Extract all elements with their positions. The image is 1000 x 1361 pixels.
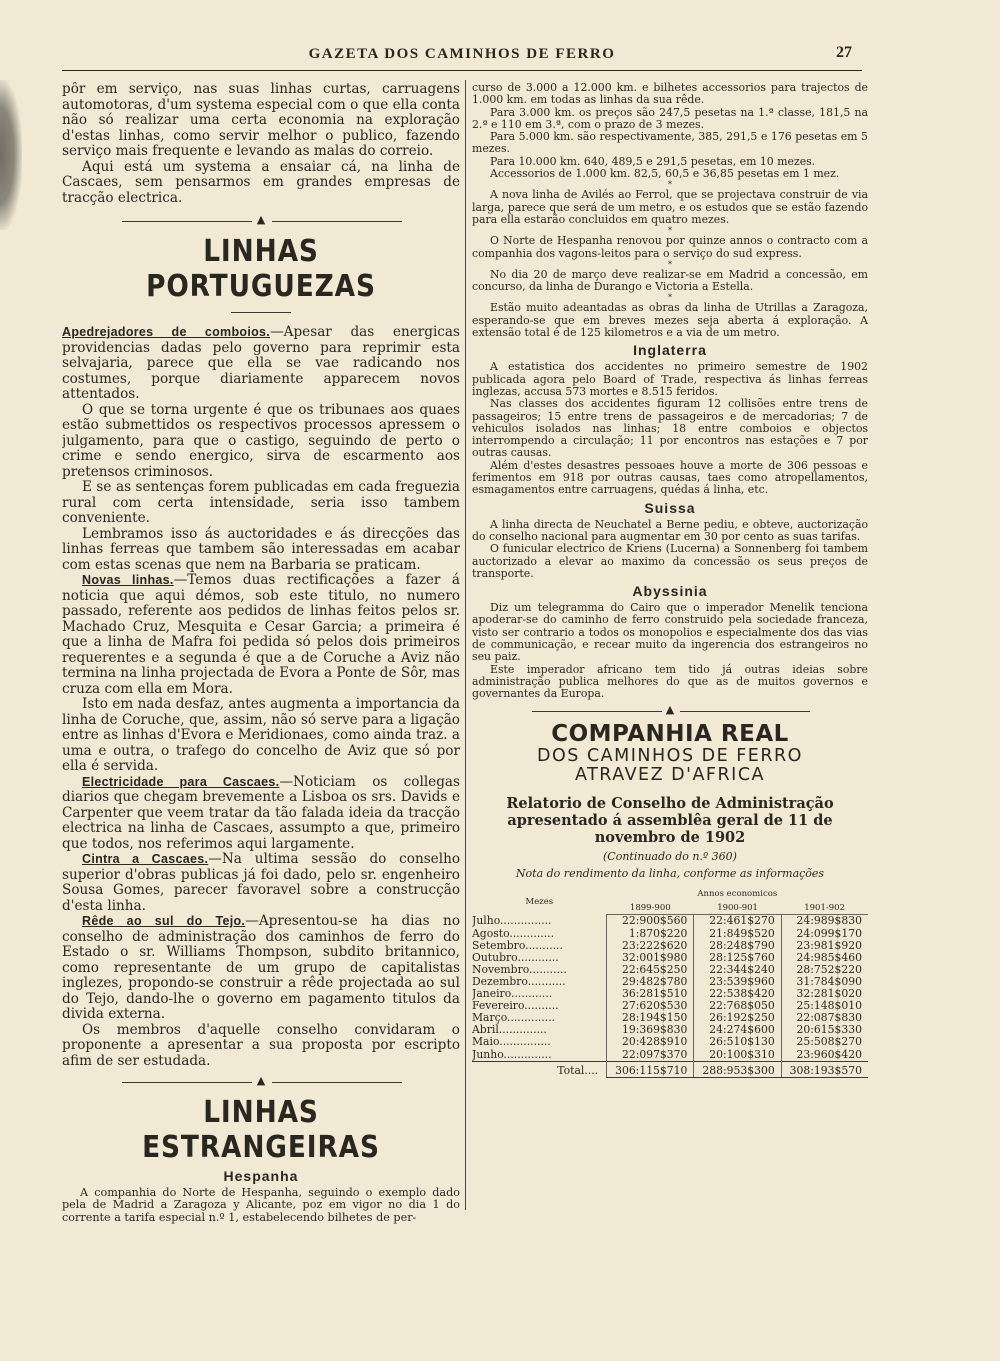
article-text: —Apresentou-se ha dias no conselho de administração dos caminhos de ferro do Estado o sr. Williams Thompson, subdito britannico, como representante de um grupo de capitalistas inglezes, propondo-se construir a rêde projectada ao sul do Tejo, dando-lhe o governo em pagamento titulos da divida externa.: [62, 913, 460, 1022]
article-paragraph: Nas classes dos accidentes figuram 12 collisões entre trens de passageiros; 15 entre trens de passageiros e de mercadorias; 7 de vehiculos isolados nas linhas; 18 entre comboios e objectos interrompendo a circulação; 11 por encontros nas estações e 7 por outras causas.: [472, 397, 868, 460]
article-paragraph: Para 3.000 km. os preços são 247,5 pesetas na 1.ª classe, 181,5 na 2.ª e 110 em 3.ª, com o prazo de 3 mezes.: [472, 105, 868, 131]
section-title-linhas-portuguezas: LINHAS PORTUGUEZAS: [146, 234, 376, 304]
company-subtitle-2: ATRAVEZ D'AFRICA: [574, 765, 766, 786]
month-cell: Novembro...........: [472, 963, 567, 976]
ornament-divider: ▲: [472, 704, 868, 718]
value-cell: 26:510$130: [694, 1036, 781, 1048]
col-header-year: 1901-902: [781, 900, 868, 915]
separator-star: *: [668, 226, 672, 236]
article-paragraph: Lembramos isso ás auctoridades e ás direcções das linhas ferreas que tambem são interessadas em acabar com estas scenas que nem na Barbaria se praticam.: [62, 525, 460, 573]
continued-note: (Continuado do n.º 360): [603, 850, 737, 864]
separator-star: *: [668, 259, 672, 269]
value-cell: 23:981$920: [781, 940, 868, 952]
article-text: —Temos duas rectificações a fazer á noticia que aqui démos, sob este titulo, no numero passado, referente aos pedidos de linhas feitos pelos sr. Machado Cruz, Mesquita e Cesar Garcia; a primeira é que a linha de Mafra foi pedida só pelos dois primeiros requerentes e a segunda é que a de Coruche a Aviz não termina na linha projectada de Evora a Ponte de Sôr, mas cruza com ella em Mora.: [62, 572, 460, 697]
value-cell: 1:870$220: [607, 928, 694, 940]
intro-paragraph-1: pôr em serviço, nas suas linhas curtas, carruagens automotoras, d'um systema especial com o que ella conta não só realizar uma certa economia na exploração d'estas linhas, como servir melhor o publico, fazendo serviço mais frequente e levando as malas do correio.: [62, 82, 460, 159]
value-cell: 22:768$050: [694, 1000, 781, 1012]
value-cell: 23:960$420: [781, 1049, 868, 1062]
table-row: [472, 1036, 868, 1048]
column-divider: [465, 80, 466, 1210]
value-cell: 22:087$830: [781, 1012, 868, 1024]
table-row: [472, 940, 868, 952]
col-header-months: Mezes: [525, 896, 554, 907]
article-paragraph: Para 5.000 km. são respectivamente, 385, 291,5 e 176 pesetas em 5 mezes.: [472, 130, 868, 156]
article-paragraph: O que se torna urgente é que os tribunaes aos quaes estão submettidos os respectivos processos apressem o julgamento, para que o castigo, seguindo de perto o crime e sendo energico, sirva de escarmento aos pretensos criminosos.: [62, 401, 460, 480]
article-paragraph: A linha directa de Neuchatel a Berne pediu, e obteve, auctorização do conselho nacional para augmentar em 30 por cento as suas tarifas.: [472, 517, 868, 543]
article-paragraph: A estatistica dos accidentes no primeiro semestre de 1902 publicada agora pelo Board of Trade, respectiva ás linhas ferreas inglezas, accusa 573 mortes e 8.515 feridos.: [472, 360, 868, 398]
article-paragraph: E se as sentenças forem publicadas em cada freguezia rural com certa intensidade, seria isso tambem conveniente.: [62, 479, 460, 526]
value-cell: 22:097$370: [607, 1049, 694, 1062]
article-paragraph: A companhia do Norte de Hespanha, seguindo o exemplo dado pela de Madrid a Zaragoza y Alicante, poz em vigor no dia 1 do corrente a tarifa especial n.º 1, estabelecendo bilhetes de per-: [62, 1186, 460, 1224]
table-row: [472, 915, 868, 928]
article-paragraph: curso de 3.000 a 12.000 km. e bilhetes accessorios para trajectos de 1.000 km. em todas as linhas da sua rêde.: [472, 82, 868, 107]
article-paragraph: Accessorios de 1.000 km. 82,5, 60,5 e 36,85 pesetas em 1 mez.: [490, 167, 840, 181]
value-cell: 32:281$020: [781, 988, 868, 1000]
value-cell: 20:100$310: [694, 1049, 781, 1062]
total-cell: 308:193$570: [781, 1061, 868, 1077]
revenue-table: [472, 888, 868, 1077]
subsection-inglaterra: Inglaterra: [633, 342, 707, 359]
article-paragraph: Diz um telegramma do Cairo que o imperador Menelik tenciona apoderar-se do caminho de ferro construido pela sociedade franceza, visto ser contrario a todos os monopolios e especialmente dos das vias de communicação, e recear muito da ingerencia dos estrangeiros no seu paiz.: [472, 601, 868, 664]
value-cell: 24:989$830: [781, 915, 868, 928]
value-cell: 20:428$910: [607, 1036, 694, 1048]
article-paragraph: O Norte de Hespanha renovou por quinze annos o contracto com a companhia dos vagons-leitos para o serviço do sud express.: [472, 234, 868, 260]
title-rule: [231, 312, 291, 313]
article-paragraph: O funicular electrico de Kriens (Lucerna) a Sonnenberg foi tambem auctorizado a elevar ao maximo da concessão os seus preços de transporte.: [472, 542, 868, 580]
month-cell: Agosto.............: [472, 927, 555, 940]
total-cell: 306:115$710: [607, 1061, 694, 1077]
value-cell: 32:001$980: [607, 952, 694, 964]
article-paragraph: A nova linha de Avilés ao Ferrol, que se projectava construir de via larga, parece que será de um metro, e os estudos que se estão fazendo para ella estarão concluidos em quatro mezes.: [472, 188, 868, 226]
value-cell: 23:539$960: [694, 976, 781, 988]
month-cell: Março..............: [472, 1012, 556, 1025]
article-paragraph: Este imperador africano tem tido já outras ideias sobre administração publica melhores do que as de muitos governos e governantes da Europa.: [472, 662, 868, 701]
article-paragraph: No dia 20 de março deve realizar-se em Madrid a concessão, em concurso, da linha de Durango e Victoria a Estella.: [472, 267, 868, 294]
table-total-row: [472, 1061, 868, 1077]
lead-apedrejadores: Apedrejadores de comboios.: [62, 325, 271, 339]
article-paragraph: Estão muito adeantadas as obras da linha de Utrillas a Zaragoza, esperando-se que em breves mezes seja aberta á exploração. A extensão total é de 125 kilometros e a via de um metro.: [472, 301, 868, 340]
lead-cintra: Cintra a Cascaes.: [82, 852, 209, 866]
value-cell: 22:645$250: [607, 964, 694, 976]
value-cell: 27:620$530: [607, 1000, 694, 1012]
value-cell: 25:508$270: [781, 1036, 868, 1048]
value-cell: 22:344$240: [694, 964, 781, 976]
article-electricidade: [62, 775, 460, 853]
month-cell: Abril..............: [472, 1024, 547, 1037]
company-title: COMPANHIA REAL: [551, 721, 789, 748]
right-column: [472, 82, 868, 1317]
month-cell: Julho...............: [472, 914, 552, 928]
value-cell: 24:099$170: [781, 928, 868, 940]
value-cell: 23:222$620: [607, 940, 694, 952]
value-cell: 28:125$760: [694, 952, 781, 964]
section-title-linhas-estrangeiras: LINHAS ESTRANGEIRAS: [142, 1095, 380, 1165]
journal-title: GAZETA DOS CAMINHOS DE FERRO: [308, 46, 616, 62]
value-cell: 25:148$010: [781, 1000, 868, 1012]
month-cell: Outubro............: [472, 951, 559, 964]
value-cell: 31:784$090: [781, 976, 868, 988]
article-paragraph: Para 10.000 km. 640, 489,5 e 291,5 pesetas, em 10 mezes.: [490, 154, 816, 168]
article-apedrejadores: [62, 325, 460, 403]
value-cell: 29:482$780: [607, 976, 694, 988]
company-subtitle-1: DOS CAMINHOS DE FERRO: [537, 746, 803, 767]
col-header-year: 1900-901: [694, 900, 781, 915]
value-cell: 20:615$330: [781, 1024, 868, 1036]
article-paragraph: Os membros d'aquelle conselho convidaram o proponente a apresentar a sua proposta por escripto afim de ser estudada.: [62, 1021, 460, 1069]
month-cell: Setembro...........: [472, 939, 563, 952]
lead-rede-sul: Rêde ao sul do Tejo.: [82, 914, 246, 928]
page-number: 27: [836, 44, 852, 61]
ornament-divider: ▲: [62, 1075, 460, 1089]
table-caption: Nota do rendimento da linha, conforme as informações: [515, 867, 825, 881]
subsection-hespanha: Hespanha: [223, 1168, 299, 1184]
separator-star: *: [668, 293, 672, 303]
value-cell: 24:274$600: [694, 1024, 781, 1036]
month-cell: Janeiro............: [472, 988, 553, 1001]
value-cell: 24:985$460: [781, 952, 868, 964]
col-header-group: Annos economicos: [697, 889, 778, 900]
article-novas-linhas: [62, 573, 460, 697]
article-rede-sul-tejo: [62, 914, 460, 1023]
lead-novas-linhas: Novas linhas.: [82, 573, 174, 587]
page-edge-shadow: [0, 80, 22, 230]
month-cell: Dezembro...........: [472, 975, 566, 988]
subsection-abyssinia: Abyssinia: [632, 583, 708, 600]
report-title: Relatorio de Conselho de Administração apresentado á assemblêa geral de 11 de novembro de 1902: [506, 795, 834, 847]
month-cell: Maio...............: [472, 1036, 551, 1049]
article-text: —Noticiam os collegas diarios que chegam brevemente a Lisboa os srs. Davids e Carpenter que veem tratar da tão falada ideia da tracção electrica na linha de Cascaes, assumpto a que, primeiro que todos, nos referimos aqui largamente.: [62, 773, 460, 852]
table-header-row: [472, 888, 868, 900]
article-cintra: [62, 852, 460, 914]
value-cell: 22:461$270: [694, 915, 781, 928]
ornament-divider: ▲: [62, 214, 460, 228]
value-cell: 22:900$560: [607, 915, 694, 928]
value-cell: 22:538$420: [694, 988, 781, 1000]
total-label: Total....: [472, 1061, 607, 1077]
separator-star: *: [668, 180, 672, 190]
article-paragraph: Isto em nada desfaz, antes augmenta a importancia da linha de Coruche, que, assim, não só serve para a ligação entre as linhas d'Evora e Meridionaes, como ainda traz. a uma e outra, o trafego do concelho de Aviz que só por ella é servida.: [62, 696, 460, 774]
value-cell: 26:192$250: [694, 1012, 781, 1024]
value-cell: 28:194$150: [607, 1012, 694, 1024]
value-cell: 36:281$510: [607, 988, 694, 1000]
lead-electricidade: Electricidade para Cascaes.: [82, 774, 280, 789]
value-cell: 28:248$790: [694, 940, 781, 952]
article-paragraph: Além d'estes desastres pessoaes houve a morte de 306 pessoas e ferimentos em 918 por outras causas, taes como atropellamentos, esmagamentos entre carruagens, quédas á linha, etc.: [472, 458, 868, 497]
month-cell: Junho..............: [472, 1048, 552, 1061]
col-header-year: 1899-900: [607, 900, 694, 915]
article-text: —Apesar das energicas providencias dadas pelo governo para reprimir esta selvajaria, parece que ella se vae radicando nos costumes, porque diariamente apparecem novos attentados.: [62, 324, 460, 402]
article-text: —Na ultima sessão do conselho superior d'obras publicas já foi dado, pelo sr. engenheiro Sousa Gomes, parecer favoravel sobre a construcção d'esta linha.: [62, 851, 460, 914]
table-row: [472, 928, 868, 940]
value-cell: 19:369$830: [607, 1024, 694, 1036]
value-cell: 21:849$520: [694, 928, 781, 940]
value-cell: 28:752$220: [781, 964, 868, 976]
subsection-suissa: Suissa: [644, 499, 696, 516]
intro-paragraph-2: Aqui está um systema a ensaiar cá, na linha de Cascaes, sem pensarmos em grandes empresas de tracção electrica.: [62, 158, 460, 206]
total-cell: 288:953$300: [694, 1061, 781, 1077]
table-row: [472, 1049, 868, 1062]
left-column: [62, 82, 460, 1317]
page-header: [62, 40, 862, 71]
month-cell: Fevereiro..........: [472, 1000, 559, 1013]
